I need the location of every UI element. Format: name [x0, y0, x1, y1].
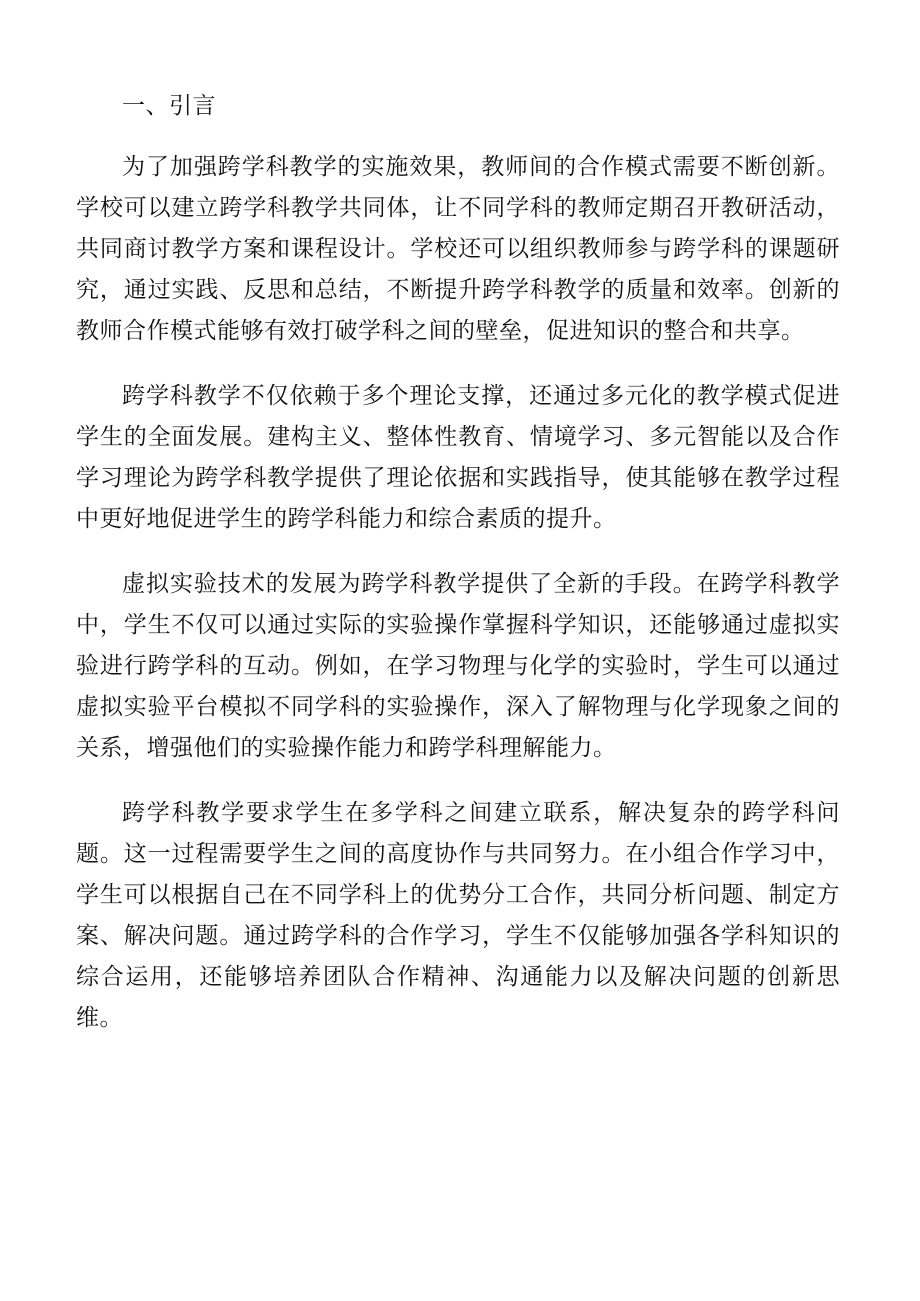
- document-body: [76, 86, 840, 1063]
- paragraph-2: 跨学科教学不仅依赖于多个理论支撑，还通过多元化的教学模式促进学生的全面发展。建构主义、整体性教育、情境学习、多元智能以及合作学习理论为跨学科教学提供了理论依据和实践指导，使其能够在教学过程中更好地促进学生的跨学科能力和综合素质的提升。: [76, 383, 840, 532]
- paragraph-3: 虚拟实验技术的发展为跨学科教学提供了全新的手段。在跨学科教学中，学生不仅可以通过实际的实验操作掌握科学知识，还能够通过虚拟实验进行跨学科的互动。例如，在学习物理与化学的实验时，学生可以通过虚拟实验平台模拟不同学科的实验操作，深入了解物理与化学现象之间的关系，增强他们的实验操作能力和跨学科理解能力。: [76, 571, 840, 761]
- section-heading: 一、引言: [122, 93, 216, 119]
- paragraph-4: 跨学科教学要求学生在多学科之间建立联系，解决复杂的跨学科问题。这一过程需要学生之间的高度协作与共同努力。在小组合作学习中，学生可以根据自己在不同学科上的优势分工合作，共同分析问题、制定方案、解决问题。通过跨学科的合作学习，学生不仅能够加强各学科知识的综合运用，还能够培养团队合作精神、沟通能力以及解决问题的创新思维。: [76, 800, 840, 1031]
- paragraph-1: 为了加强跨学科教学的实施效果，教师间的合作模式需要不断创新。学校可以建立跨学科教学共同体，让不同学科的教师定期召开教研活动，共同商讨教学方案和课程设计。学校还可以组织教师参与跨学科的课题研究，通过实践、反思和总结，不断提升跨学科教学的质量和效率。创新的教师合作模式能够有效打破学科之间的壁垒，促进知识的整合和共享。: [76, 154, 840, 344]
